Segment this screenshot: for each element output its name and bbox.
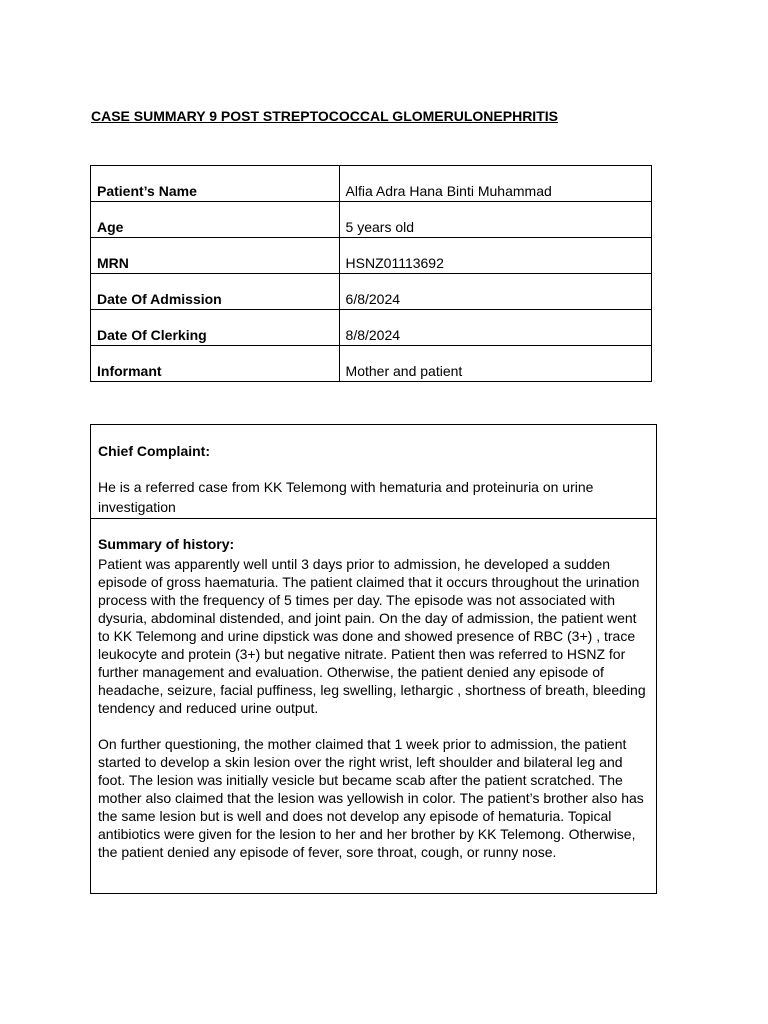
history-paragraph-2: On further questioning, the mother claimed that 1 week prior to admission, the patient started to develop a skin lesion over the right wrist, left shoulder and bilateral leg and foot. The lesion was initially vesicle but became scab after the patient scratched. The mother also claimed that the lesion was yellowish in color. The patient’s brother also has the same lesion but is well and does not develop any episode of hematuria. Topical antibiotics were given for the lesion to her and her brother by KK Telemong. Otherwise, the patient denied any episode of fever, sore throat, cough, or runny nose. bbox=[98, 736, 644, 860]
history-section bbox=[90, 518, 657, 894]
row-label: Patient’s Name bbox=[91, 166, 340, 202]
table-row bbox=[91, 202, 652, 238]
document-title: CASE SUMMARY 9 POST STREPTOCOCCAL GLOMERULONEPHRITIS bbox=[91, 108, 558, 124]
history-heading: Summary of history: bbox=[98, 536, 235, 552]
row-label: Informant bbox=[91, 346, 340, 382]
row-value: 8/8/2024 bbox=[339, 310, 651, 346]
row-label: Age bbox=[91, 202, 340, 238]
row-label: Date Of Admission bbox=[91, 274, 340, 310]
chief-complaint-text: He is a referred case from KK Telemong with hematuria and proteinuria on urine investigation bbox=[98, 479, 594, 515]
row-label: Date Of Clerking bbox=[91, 310, 340, 346]
table-row bbox=[91, 310, 652, 346]
table-row bbox=[91, 166, 652, 202]
row-value: 6/8/2024 bbox=[339, 274, 651, 310]
row-value: Alfia Adra Hana Binti Muhammad bbox=[339, 166, 651, 202]
chief-complaint-section bbox=[90, 424, 657, 519]
patient-info-table bbox=[90, 165, 652, 382]
row-label: MRN bbox=[91, 238, 340, 274]
table-row bbox=[91, 274, 652, 310]
row-value: Mother and patient bbox=[339, 346, 651, 382]
history-paragraph-1: Patient was apparently well until 3 days prior to admission, he developed a sudden episode of gross haematuria. The patient claimed that it occurs throughout the urination process with the frequency of 5 times per day. The episode was not associated with dysuria, abdominal distended, and joint pain. On the day of admission, the patient went to KK Telemong and urine dipstick was done and showed presence of RBC (3+) , trace leukocyte and protein (3+) but negative nitrate. Patient then was referred to HSNZ for further management and evaluation. Otherwise, the patient denied any episode of headache, seizure, facial puffiness, leg swelling, lethargic , shortness of breath, bleeding tendency and reduced urine output. bbox=[98, 556, 646, 716]
row-value: HSNZ01113692 bbox=[339, 238, 651, 274]
table-row bbox=[91, 238, 652, 274]
table-row bbox=[91, 346, 652, 382]
chief-complaint-heading: Chief Complaint: bbox=[98, 443, 210, 459]
row-value: 5 years old bbox=[339, 202, 651, 238]
